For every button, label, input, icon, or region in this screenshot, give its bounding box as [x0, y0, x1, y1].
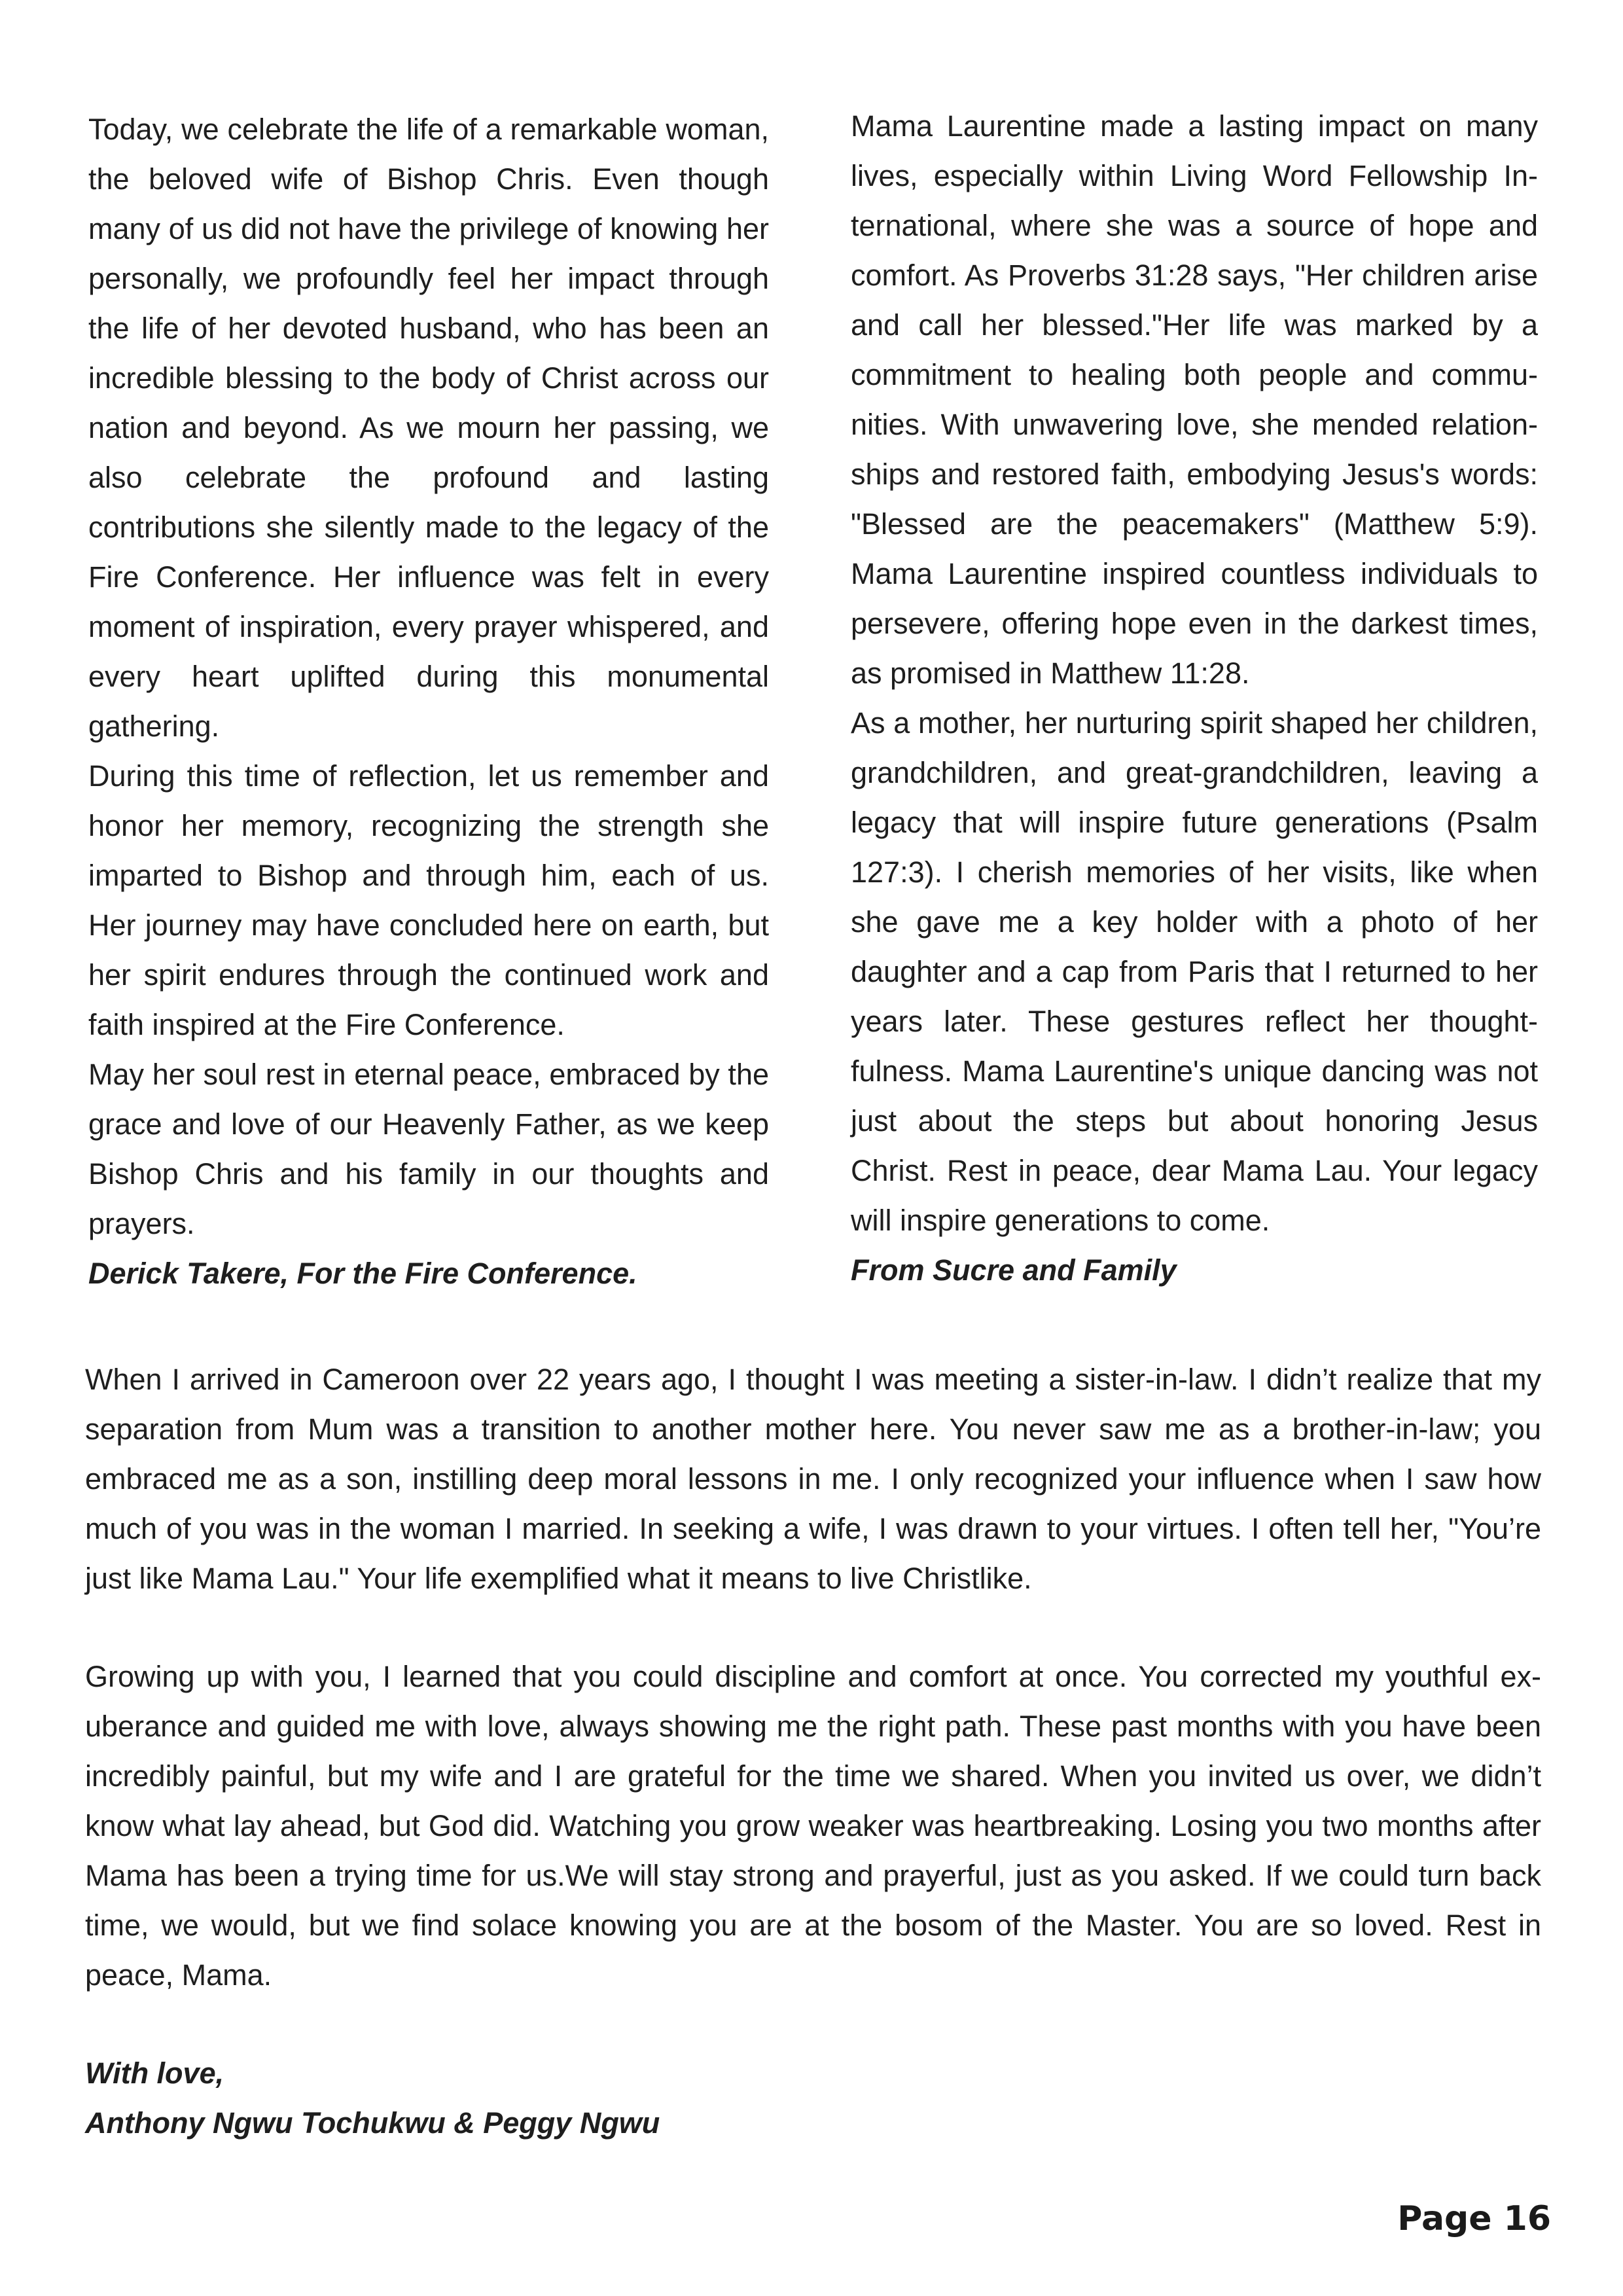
left-column-tribute: [88, 105, 769, 1299]
left-paragraph-2: During this time of reflection, let us remember and honor her memory, recognizing the strength she imparted to Bishop and through him, each of us. Her journey may have concluded here on earth, but her spirit endures through the continued work and faith inspired at the Fire Conference.: [88, 759, 769, 1041]
tribute-paragraph-2-block: [85, 1652, 1541, 2000]
page-number: Page 16: [1397, 2199, 1551, 2238]
right-paragraph-2: As a mother, her nurturing spirit shaped her children, grandchildren, and great-grandchildren, leaving a legacy that will inspire future generations (Psalm 127:3). I cherish memories of her visits, like when she gave me a key holder with a photo of her daughter and a cap from Paris that I returned to her years later. These gestures reflect her thoughtfulness. Mama Laurentine's unique dancing was not just about the steps but about honoring Jesus Christ. Rest in peace, dear Mama Lau. Your legacy will inspire generations to come.: [851, 706, 1538, 1237]
closing-signature: Anthony Ngwu Tochukwu & Peggy Ngwu: [85, 2106, 660, 2140]
left-paragraph-3: May her soul rest in eternal peace, embraced by the grace and love of our Heavenly Father, as we keep Bishop Chris and his family in our thoughts and prayers.: [88, 1058, 769, 1240]
tribute-closing: [85, 2049, 660, 2148]
left-paragraph-1: Today, we celebrate the life of a remarkable woman, the beloved wife of Bishop Chris. Even though many of us did not have the privilege of knowing her personally, we profoundly feel her impact through the life of her devoted husband, who has been an incredible blessing to the body of Christ across our nation and beyond. As we mourn her passing, we also celebrate the profound and lasting contributions she silently made to the legacy of the Fire Conference. Her influence was felt in every moment of inspiration, every prayer whispered, and every heart uplifted during this monumental gathering.: [88, 113, 769, 743]
closing-salutation: With love,: [85, 2056, 224, 2090]
right-signature: From Sucre and Family: [851, 1253, 1177, 1287]
right-column-tribute: [851, 101, 1538, 1295]
right-paragraph-1: Mama Laurentine made a lasting impact on many lives, especially within Living Word Fellowship International, where she was a source of hope and comfort. As Proverbs 31:28 says, "Her children arise and call her blessed."Her life was marked by a commitment to healing both people and communities. With unwavering love, she mended relationships and restored faith, embodying Jesus's words: "Blessed are the peacemakers" (Matthew 5:9). Mama Laurentine inspired countless individuals to persevere, offering hope even in the darkest times, as promised in Matthew 11:28.: [851, 109, 1538, 690]
tribute-paragraph-1: When I arrived in Cameroon over 22 years ago, I thought I was meeting a sister-in-law. I didn’t realize that my separation from Mum was a transition to another mother here. You never saw me as a brother-in-law; you embraced me as a son, instilling deep moral lessons in me. I only recognized your influence when I saw how much of you was in the woman I married. In seeking a wife, I was drawn to your virtues. I often tell her, "You’re just like Mama Lau." Your life exemplified what it means to live Christlike.: [85, 1363, 1541, 1595]
tribute-paragraph-2: Growing up with you, I learned that you could discipline and comfort at once. You corrected my youthful exuberance and guided me with love, always showing me the right path. These past months with you have been incredibly painful, but my wife and I are grateful for the time we shared. When you invited us over, we didn’t know what lay ahead, but God did. Watching you grow weaker was heartbreaking. Losing you two months after Mama has been a trying time for us.We will stay strong and prayerful, just as you asked. If we could turn back time, we would, but we find solace knowing you are at the bosom of the Master. You are so loved. Rest in peace, Mama.: [85, 1660, 1541, 1992]
left-signature: Derick Takere, For the Fire Conference.: [88, 1257, 637, 1290]
tribute-paragraph-1-block: [85, 1355, 1541, 1604]
